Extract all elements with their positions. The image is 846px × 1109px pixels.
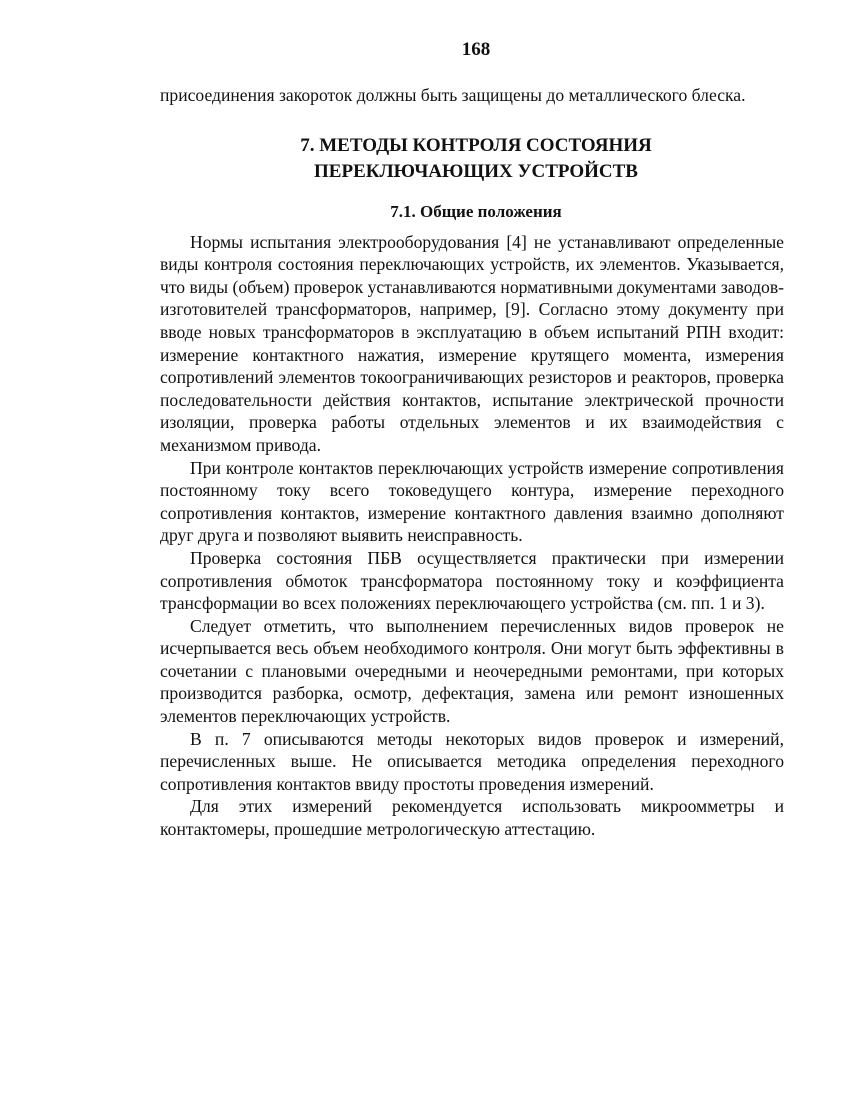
chapter-title bbox=[160, 133, 784, 185]
body-paragraph-6: Для этих измерений рекомендуется использовать микроомметры и контактомеры, прошедшие метрологическую аттестацию. bbox=[160, 796, 784, 840]
body-paragraph-5: В п. 7 описываются методы некоторых видов проверок и измерений, перечисленных выше. Не описывается методика определения переходного сопротивления контактов ввиду простоты проведения измерений. bbox=[160, 728, 784, 794]
document-page bbox=[160, 38, 784, 841]
chapter-title-line-1: 7. МЕТОДЫ КОНТРОЛЯ СОСТОЯНИЯ bbox=[300, 134, 652, 156]
body-paragraph-1: Нормы испытания электрооборудования [4] не устанавливают определенные виды контроля состояния переключающих устройств, их элементов. Указывается, что виды (объем) проверок устанавливаются нормативными документами заводов-изготовителей трансформаторов, например, [9]. Согласно этому документу при вводе новых трансформаторов в эксплуатацию в объем испытаний РПН входит: измерение контактного нажатия, измерение крутящего момента, измерения сопротивлений элементов токоограничивающих резисторов и реакторов, проверка последовательности действия контактов, испытание электрической прочности изоляции, проверка работы отдельных элементов и их взаимодействия с механизмом привода. bbox=[160, 231, 784, 455]
body-paragraph-4: Следует отметить, что выполнением перечисленных видов проверок не исчерпывается весь объем необходимого контроля. Они могут быть эффективны в сочетании с плановыми очередными и неочередными ремонтами, при которых производится разборка, осмотр, дефектация, замена или ремонт изношенных элементов переключающих устройств. bbox=[160, 615, 784, 727]
body-paragraph-2: При контроле контактов переключающих устройств измерение сопротивления постоянному току всего токоведущего контура, измерение переходного сопротивления контактов, измерение контактного давления взаимно дополняют друг друга и позволяют выявить неисправность. bbox=[160, 457, 784, 546]
chapter-title-line-2: ПЕРЕКЛЮЧАЮЩИХ УСТРОЙСТВ bbox=[314, 160, 638, 182]
continuation-paragraph: присоединения закороток должны быть защищены до металлического блеска. bbox=[160, 85, 746, 105]
body-paragraph-3: Проверка состояния ПБВ осуществляется практически при измерении сопротивления обмоток трансформатора постоянному току и коэффициента трансформации во всех положениях переключающего устройства (см. пп. 1 и 3). bbox=[160, 547, 784, 614]
section-title: 7.1. Общие положения bbox=[390, 201, 562, 221]
page-number: 168 bbox=[461, 39, 491, 60]
